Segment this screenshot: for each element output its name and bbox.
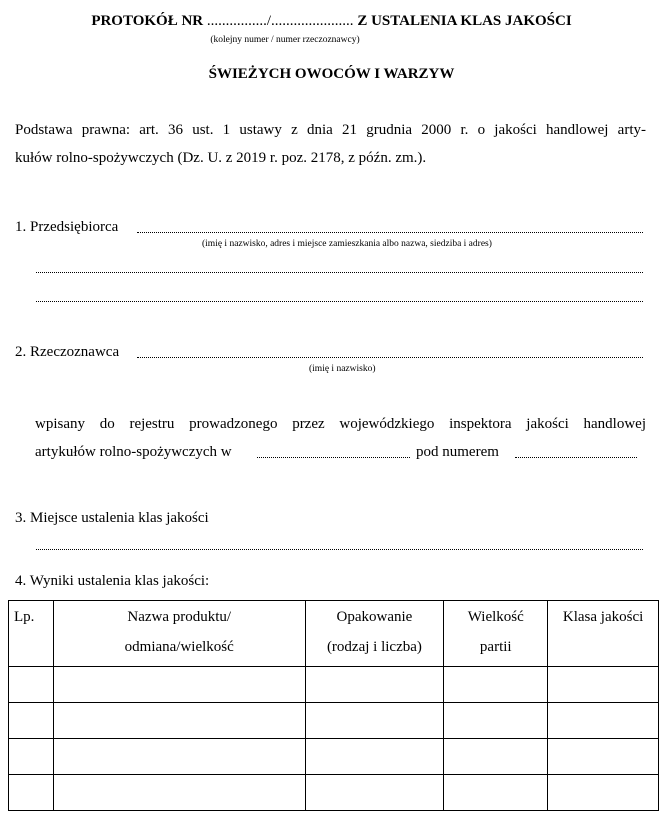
document-title [0, 13, 663, 30]
registry-voivodeship-field[interactable] [257, 457, 410, 458]
table-cell[interactable] [444, 703, 548, 739]
document-subtitle: ŚWIEŻYCH OWOCÓW I WARZYW [208, 66, 455, 82]
entrepreneur-label: 1. Przedsiębiorca [15, 219, 119, 235]
entrepreneur-field-line-3[interactable] [36, 301, 643, 302]
col-product-line-2: odmiana/wielkość [124, 639, 234, 655]
table-cell[interactable] [444, 775, 548, 811]
appraiser-field[interactable] [137, 357, 643, 358]
appraiser-hint: (imię i nazwisko) [309, 364, 376, 374]
table-cell[interactable] [548, 739, 659, 775]
col-product-header [53, 601, 305, 667]
table-cell[interactable] [9, 775, 54, 811]
table-cell[interactable] [53, 775, 305, 811]
table-row [9, 703, 659, 739]
col-product-line-1: Nazwa produktu/ [127, 609, 232, 625]
table-header-row [9, 601, 659, 667]
col-packaging-line-2: (rodzaj i liczba) [326, 639, 422, 655]
table-row [9, 775, 659, 811]
entrepreneur-field[interactable] [137, 232, 643, 233]
col-lot-size-line-2: partii [479, 639, 512, 655]
protocol-number-field[interactable]: ................/...................... [206, 13, 354, 29]
col-lot-size-line-1: Wielkość [467, 609, 524, 625]
legal-basis-line-2: kułów rolno-spożywczych (Dz. U. z 2019 r. poz. 2178, z późn. zm.). [15, 150, 427, 166]
table-cell[interactable] [548, 775, 659, 811]
table-row [9, 667, 659, 703]
table-cell[interactable] [548, 703, 659, 739]
title-prefix: PROTOKÓŁ NR [91, 13, 204, 29]
col-packaging-line-1: Opakowanie [336, 609, 413, 625]
table-cell[interactable] [305, 703, 444, 739]
table-cell[interactable] [444, 667, 548, 703]
registry-line-2-mid: pod numerem [416, 444, 499, 460]
table-cell[interactable] [9, 739, 54, 775]
table-cell[interactable] [305, 775, 444, 811]
location-field[interactable] [36, 549, 643, 550]
results-table [8, 600, 659, 811]
col-lp-header: Lp. [9, 601, 54, 667]
legal-basis-line-1: Podstawa prawna: art. 36 ust. 1 ustawy z dnia 21 grudnia 2000 r. o jakości handlowej arty- [15, 122, 646, 138]
col-packaging-header [305, 601, 444, 667]
col-lot-size-header [444, 601, 548, 667]
entrepreneur-field-line-2[interactable] [36, 272, 643, 273]
table-cell[interactable] [9, 703, 54, 739]
table-cell[interactable] [548, 667, 659, 703]
table-cell[interactable] [53, 667, 305, 703]
entrepreneur-hint: (imię i nazwisko, adres i miejsce zamieszkania albo nazwa, siedziba i adres) [202, 239, 492, 249]
col-quality-class-header: Klasa jakości [548, 601, 659, 667]
table-cell[interactable] [9, 667, 54, 703]
table-row [9, 739, 659, 775]
table-cell[interactable] [53, 739, 305, 775]
location-label: 3. Miejsce ustalenia klas jakości [15, 510, 209, 526]
table-body [9, 667, 659, 811]
results-label: 4. Wyniki ustalenia klas jakości: [15, 573, 210, 589]
table-cell[interactable] [305, 739, 444, 775]
table-cell[interactable] [53, 703, 305, 739]
appraiser-label: 2. Rzeczoznawca [15, 344, 120, 360]
registry-number-field[interactable] [515, 457, 637, 458]
number-hint: (kolejny numer / numer rzeczoznawcy) [210, 35, 360, 45]
table-cell[interactable] [444, 739, 548, 775]
registry-line-2-start: artykułów rolno-spożywczych w [35, 444, 232, 460]
registry-line-1: wpisany do rejestru prowadzonego przez wojewódzkiego inspektora jakości handlowej [35, 416, 646, 432]
title-suffix: Z USTALENIA KLAS JAKOŚCI [357, 13, 572, 29]
table-cell[interactable] [305, 667, 444, 703]
